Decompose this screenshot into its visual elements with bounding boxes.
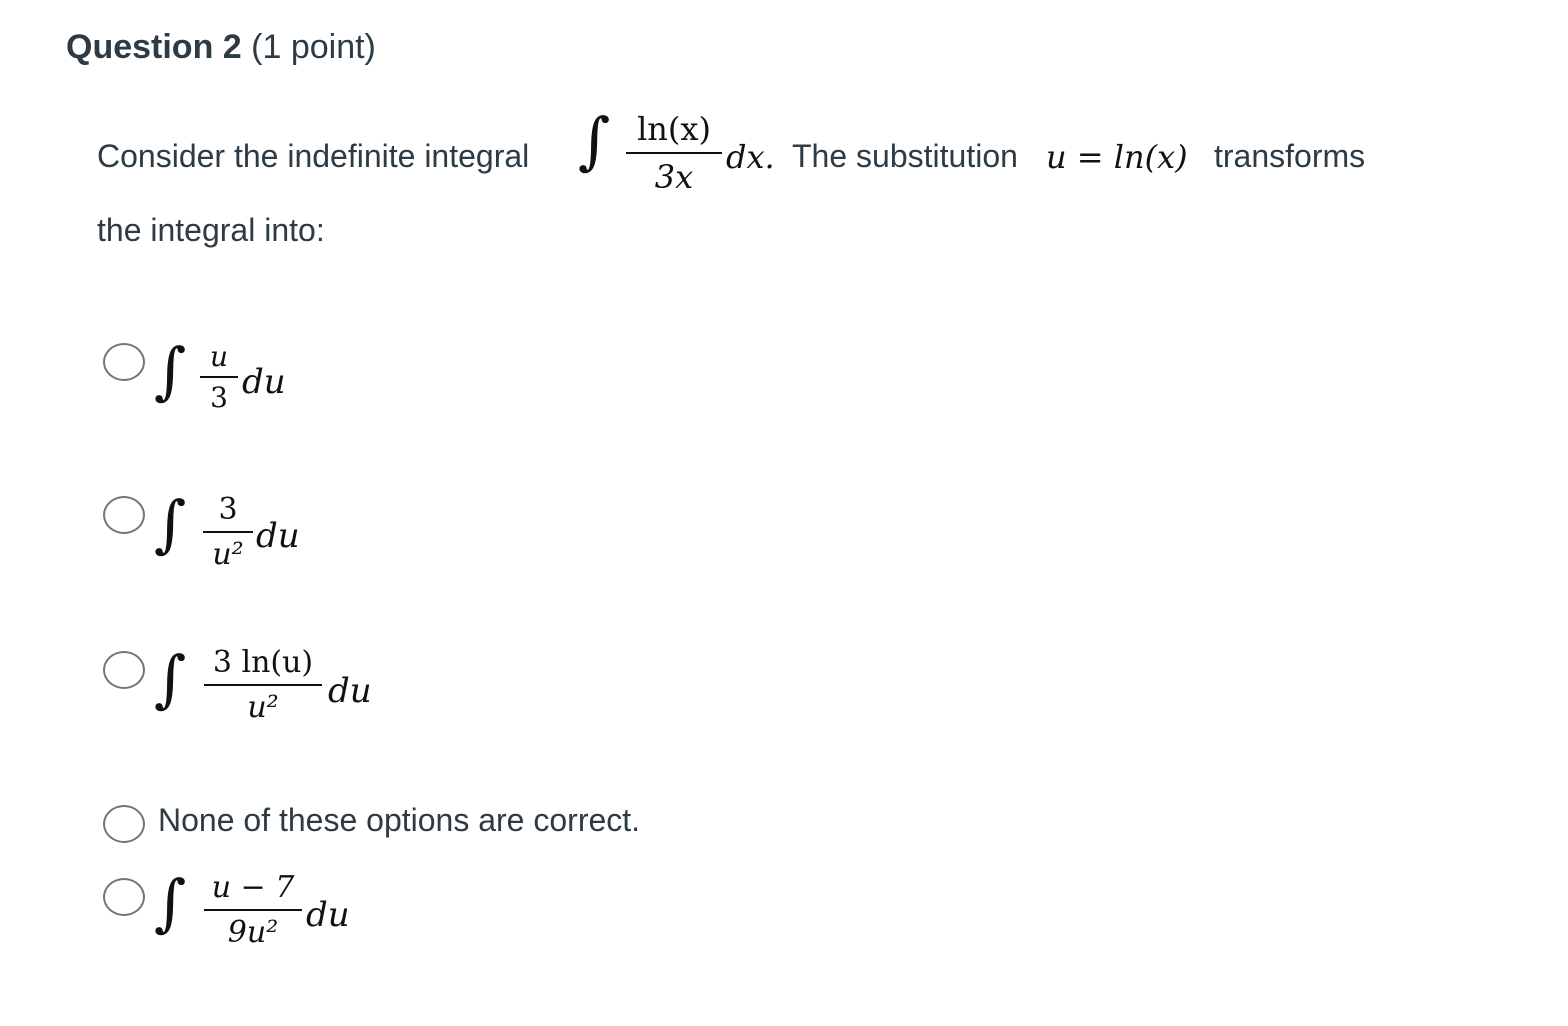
option-5-numerator: u − 7 [211,870,295,905]
option-1-integral-sign: ∫ [154,334,187,407]
option-5-fraction [204,870,302,950]
prompt-numerator: ln(x) [637,110,711,148]
option-5-denominator: 9u² [227,915,279,950]
integral-sign: ∫ [578,104,611,177]
prompt-dx: dx. [726,138,775,176]
question-title: Question 2 [66,28,242,66]
option-1-numerator: u [209,340,229,373]
option-2-numerator: 3 [218,492,238,527]
option-5-radio[interactable] [103,878,145,916]
prompt-after: transforms [1214,138,1366,174]
option-2-integral-sign: ∫ [154,487,187,560]
option-3-denominator: u² [247,690,279,725]
option-5-integral-sign: ∫ [154,866,187,939]
prompt-denominator: 3x [654,158,694,196]
option-3-radio[interactable] [103,651,145,689]
question-header [66,28,376,67]
prompt-line2: the integral into: [97,212,325,248]
option-3-numerator: 3 ln(u) [212,645,314,680]
option-3-differential: du [328,671,372,711]
prompt-before: Consider the indefinite integral [97,138,530,174]
option-1-differential: du [242,362,286,402]
option-2-radio[interactable] [103,496,145,534]
option-2-denominator: u² [212,537,244,572]
option-1-fraction [200,340,238,414]
option-2-differential: du [256,516,300,556]
option-1-radio[interactable] [103,343,145,381]
option-4-radio[interactable] [103,805,145,843]
question-points: (1 point) [251,28,376,66]
prompt-middle: The substitution [792,138,1018,174]
option-5-differential: du [306,895,350,935]
option-2-fraction [203,492,253,572]
option-4-label[interactable]: None of these options are correct. [158,802,641,838]
prompt-fraction [626,110,722,196]
option-3-fraction [204,645,322,725]
substitution-expression: u = ln(x) [1046,138,1188,176]
option-1-denominator: 3 [210,381,228,414]
option-3-integral-sign: ∫ [154,642,187,715]
